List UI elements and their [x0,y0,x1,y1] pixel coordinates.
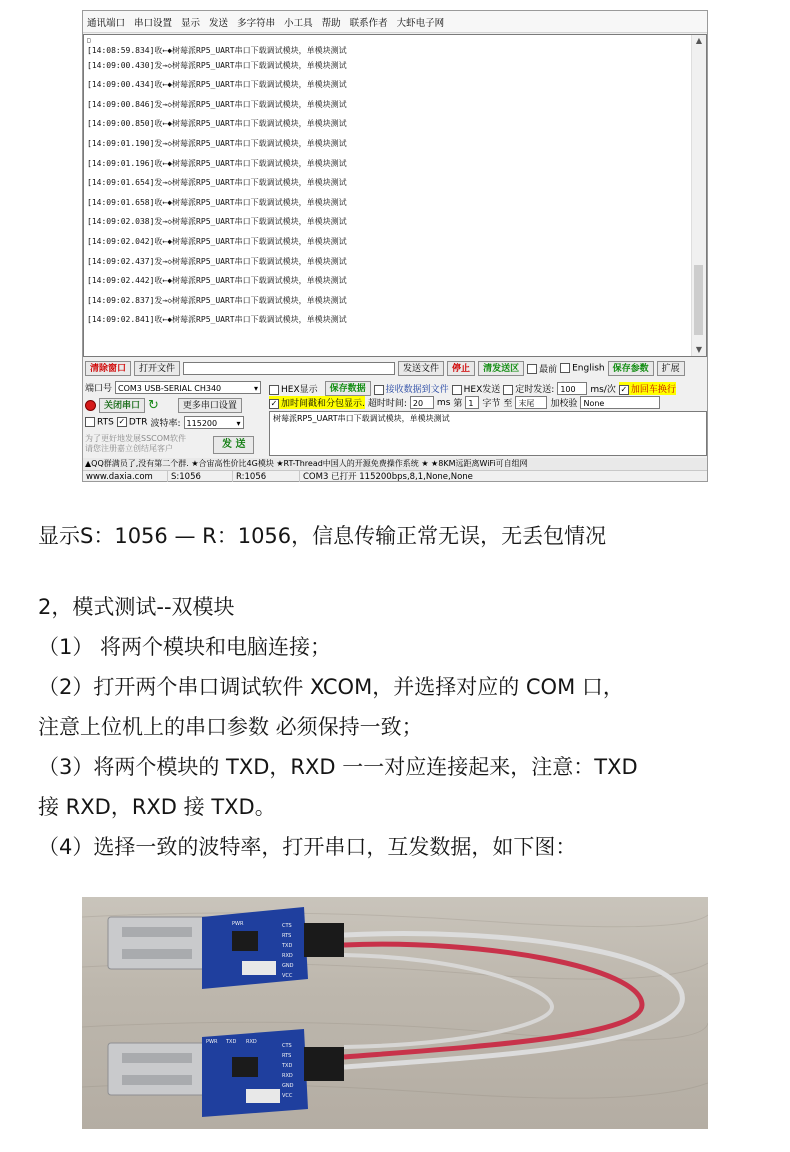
step-3: （3）将两个模块的 TXD，RXD 一一对应连接起来，注意：TXD [38,755,638,779]
status-port: COM3 已打开 115200bps,8,1,None,None [303,472,473,482]
chevron-down-icon[interactable]: ▼ [695,345,703,354]
menu-multi-string[interactable]: 多字符串 [237,17,276,29]
byte-input[interactable]: 1 [465,396,479,409]
interval-unit: ms/次 [590,385,616,395]
checksum-label: 加校验 [550,399,578,409]
open-file-button[interactable]: 打开文件 [134,361,180,376]
log-line: [14:09:00.430]发→◇树莓派RP5_UART串口下载调试模块，单模块测试 [87,60,347,70]
section-heading: 2，模式测试--双模块 [38,595,235,619]
baud-select[interactable]: 115200 ▾ [184,416,244,429]
timeout-input[interactable]: 20 [410,396,434,409]
clear-window-button[interactable]: 清除窗口 [85,361,131,376]
log-line: [14:09:02.038]发→◇树莓派RP5_UART串口下载调试模块，单模块测试 [87,217,347,227]
checksum-select[interactable]: None [580,396,660,409]
refresh-icon[interactable]: ↻ [148,398,159,413]
photo-drawing [82,897,708,1129]
led-label: TXD [226,1039,237,1045]
step-3-cont: 接 RXD，RXD 接 TXD。 [38,795,276,819]
log-line: [14:09:00.434]收←◆树莓派RP5_UART串口下载调试模块，单模块测试 [87,80,347,90]
menu-contact[interactable]: 联系作者 [349,17,388,29]
led-label: PWR [232,921,244,927]
add-crlf-checkbox[interactable]: ✓ 加回车换行 [619,382,676,395]
file-path-input[interactable] [183,362,395,375]
promo-text: 为了更好地发展SSCOM软件 请您注册嘉立创结尾客户 [85,434,186,453]
log-line: [14:09:01.654]发→◇树莓派RP5_UART串口下载调试模块，单模块测试 [87,178,347,188]
pin-label: CTS [282,923,292,929]
menu-help[interactable]: 帮助 [321,17,341,29]
save-data-button[interactable]: 保存数据 [325,381,371,396]
menu-send[interactable]: 发送 [209,17,229,29]
save-params-button[interactable]: 保存参数 [608,361,654,376]
timeout-unit: ms [436,397,451,408]
rts-checkbox[interactable]: RTS [85,417,114,428]
expand-button[interactable]: 扩展 [657,361,685,376]
chevron-up-icon[interactable]: ▲ [695,36,703,45]
log-line: [14:09:00.846]发→◇树莓派RP5_UART串口下载调试模块，单模块测试 [87,99,347,109]
step-2-cont: 注意上位机上的串口参数 必须保持一致； [38,715,423,739]
dtr-checkbox[interactable]: ✓ DTR [117,417,148,428]
scroll-thumb[interactable] [694,265,703,335]
log-line: [14:09:02.442]收←◆树莓派RP5_UART串口下载调试模块，单模块测试 [87,276,347,286]
to-select[interactable]: 末尾 [515,396,547,409]
options-panel [269,378,707,458]
stop-button[interactable]: 停止 [447,361,475,376]
hex-send-checkbox[interactable]: HEX发送 [452,382,501,395]
to-label: 至 [503,399,513,409]
modules-photo [82,897,708,1129]
interval-input[interactable]: 100 [557,382,587,395]
menu-comm-port[interactable]: 通讯端口 [87,17,126,29]
status-bar [83,470,707,482]
port-select[interactable]: COM3 USB-SERIAL CH340 ▾ [115,381,261,394]
toolbar-row [83,358,707,378]
menu-display[interactable]: 显示 [181,17,201,29]
hex-display-checkbox[interactable]: HEX显示 [269,382,318,395]
chevron-down-icon: ▾ [236,419,241,428]
topmost-checkbox[interactable]: 最前 [527,362,557,375]
led-label: RXD [246,1039,257,1045]
send-file-button[interactable]: 发送文件 [398,361,444,376]
port-status-icon [85,400,96,411]
more-settings-button[interactable]: 更多串口设置 [178,398,242,413]
status-received: R:1056 [233,471,300,482]
baud-label: 波特率: [150,419,181,429]
step-4: （4）选择一致的波特率，打开串口，互发数据，如下图： [38,835,577,859]
log-line: [14:09:01.658]收←◆树莓派RP5_UART串口下载调试模块，单模块测试 [87,197,347,207]
led-label: PWR [206,1039,218,1045]
log-line: [14:09:00.850]收←◆树莓派RP5_UART串口下载调试模块，单模块测试 [87,119,347,129]
recv-to-file-checkbox[interactable]: 接收数据到文件 [374,382,449,395]
pin-label: VCC [282,973,293,979]
english-checkbox[interactable]: English [560,363,605,374]
step-1: （1） 将两个模块和电脑连接； [38,635,332,659]
step-2: （2）打开两个串口调试软件 XCOM，并选择对应的 COM 口， [38,675,624,699]
menu-serial-settings[interactable]: 串口设置 [134,17,173,29]
pin-label: TXD [282,1063,293,1069]
pin-label: GND [282,1083,294,1089]
log-line: [14:09:02.437]发→◇树莓派RP5_UART串口下载调试模块，单模块测试 [87,256,347,266]
usb-module-top [108,907,344,989]
byte-suffix: 字节 [482,399,501,409]
usb-module-bottom [108,1029,344,1117]
chevron-down-icon: ▾ [254,384,259,393]
log-scrollbar[interactable] [691,35,706,356]
pin-label: RXD [282,953,293,959]
pin-label: RTS [282,933,292,939]
status-site[interactable]: www.daxia.com [83,471,168,482]
send-button[interactable]: 发 送 [213,436,254,454]
ad-bar[interactable]: ▲QQ群满员了,没有第二个群. ★合宙高性价比4G模块 ★RT-Thread中国人的开源免费操作系统 ★ ★8KM远距离WiFi可自组网 [83,458,707,470]
timed-send-checkbox[interactable]: 定时发送: [503,382,554,395]
log-line: [14:09:02.837]发→◇树莓派RP5_UART串口下载调试模块，单模块测试 [87,295,347,305]
port-panel [83,378,267,458]
receive-log[interactable] [83,34,707,357]
pin-label: TXD [282,943,293,949]
pin-label: GND [282,963,294,969]
byte-prefix: 第 [453,399,463,409]
close-port-button[interactable]: 关闭串口 [99,398,145,413]
port-label: 端口号 [85,384,113,394]
log-line: □ [14:08:59.834]收←◆树莓派RP5_UART串口下载调试模块，单模块测试 [87,37,347,55]
clear-send-button[interactable]: 清发送区 [478,361,524,376]
result-paragraph: 显示S：1056 — R：1056，信息传输正常无误，无丢包情况 [38,524,607,548]
menu-bar [83,11,707,33]
log-line: [14:09:01.196]收←◆树莓派RP5_UART串口下载调试模块，单模块测试 [87,158,347,168]
timestamp-checkbox[interactable]: ✓加时间戳和分包显示. [269,396,365,409]
menu-tools[interactable]: 小工具 [284,17,313,29]
log-line: [14:09:02.042]收←◆树莓派RP5_UART串口下载调试模块，单模块测试 [87,236,347,246]
send-textarea[interactable]: 树莓派RP5_UART串口下载调试模块，单模块测试 [269,411,707,456]
menu-daxia[interactable]: 大虾电子网 [396,17,445,29]
log-line: [14:09:02.841]收←◆树莓派RP5_UART串口下载调试模块，单模块测试 [87,315,347,325]
pin-label: CTS [282,1043,292,1049]
pin-label: RTS [282,1053,292,1059]
serial-tool-window [82,10,708,482]
jumper-wires [344,934,682,1067]
status-sent: S:1056 [168,471,233,482]
pin-label: RXD [282,1073,293,1079]
log-line: [14:09:01.190]发→◇树莓派RP5_UART串口下载调试模块，单模块测试 [87,138,347,148]
pin-label: VCC [282,1093,293,1099]
timeout-label: 超时时间: [367,399,407,409]
